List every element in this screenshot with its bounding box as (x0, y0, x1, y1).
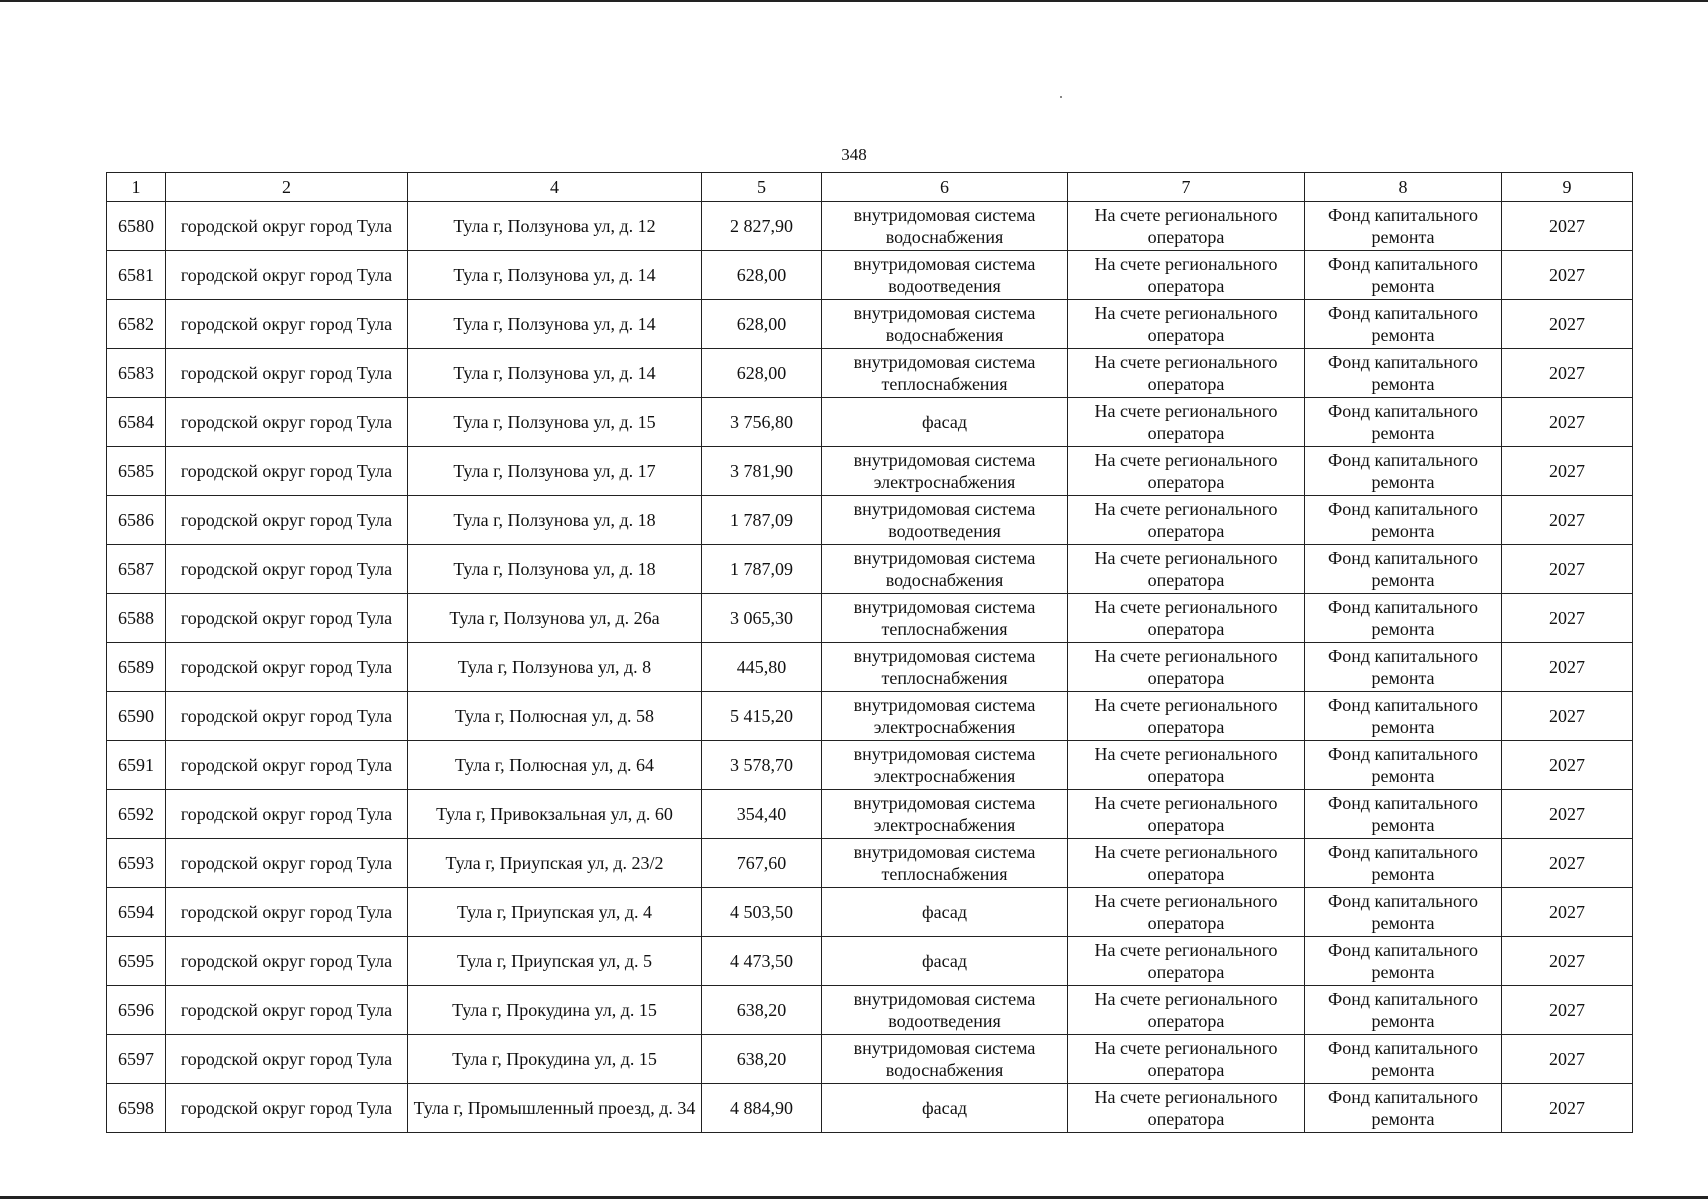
area-cell: 628,00 (702, 251, 822, 300)
district-cell: городской округ город Тула (166, 1035, 408, 1084)
address-cell: Тула г, Полюсная ул, д. 64 (408, 741, 702, 790)
row-number-cell: 6583 (107, 349, 166, 398)
fund-account-cell: На счете регионального оператора (1068, 790, 1305, 839)
district-cell: городской округ город Тула (166, 594, 408, 643)
fund-account-cell: На счете регионального оператора (1068, 447, 1305, 496)
year-cell: 2027 (1502, 888, 1633, 937)
address-cell: Тула г, Ползунова ул, д. 14 (408, 349, 702, 398)
funding-source-cell: Фонд капитального ремонта (1305, 888, 1502, 937)
district-cell: городской округ город Тула (166, 398, 408, 447)
table-row (107, 643, 1633, 692)
address-cell: Тула г, Ползунова ул, д. 18 (408, 545, 702, 594)
address-cell: Тула г, Ползунова ул, д. 8 (408, 643, 702, 692)
fund-account-cell: На счете регионального оператора (1068, 643, 1305, 692)
table-row (107, 300, 1633, 349)
row-number-cell: 6593 (107, 839, 166, 888)
structural-element-cell: фасад (822, 1084, 1068, 1133)
district-cell: городской округ город Тула (166, 986, 408, 1035)
row-number-cell: 6581 (107, 251, 166, 300)
area-cell: 628,00 (702, 349, 822, 398)
year-cell: 2027 (1502, 692, 1633, 741)
page-bottom-edge (0, 1196, 1708, 1199)
row-number-cell: 6587 (107, 545, 166, 594)
column-header: 5 (702, 173, 822, 202)
row-number-cell: 6592 (107, 790, 166, 839)
structural-element-cell: внутридомовая система водоснабжения (822, 202, 1068, 251)
table-row (107, 986, 1633, 1035)
table-row (107, 202, 1633, 251)
funding-source-cell: Фонд капитального ремонта (1305, 937, 1502, 986)
fund-account-cell: На счете регионального оператора (1068, 349, 1305, 398)
address-cell: Тула г, Полюсная ул, д. 58 (408, 692, 702, 741)
funding-source-cell: Фонд капитального ремонта (1305, 545, 1502, 594)
column-header: 2 (166, 173, 408, 202)
table-row (107, 937, 1633, 986)
year-cell: 2027 (1502, 349, 1633, 398)
table-row (107, 888, 1633, 937)
district-cell: городской округ город Тула (166, 1084, 408, 1133)
column-header: 8 (1305, 173, 1502, 202)
structural-element-cell: фасад (822, 888, 1068, 937)
year-cell: 2027 (1502, 741, 1633, 790)
area-cell: 3 065,30 (702, 594, 822, 643)
address-cell: Тула г, Ползунова ул, д. 15 (408, 398, 702, 447)
table-row (107, 447, 1633, 496)
address-cell: Тула г, Приупская ул, д. 4 (408, 888, 702, 937)
row-number-cell: 6588 (107, 594, 166, 643)
year-cell: 2027 (1502, 202, 1633, 251)
row-number-cell: 6591 (107, 741, 166, 790)
area-cell: 2 827,90 (702, 202, 822, 251)
year-cell: 2027 (1502, 839, 1633, 888)
column-header: 1 (107, 173, 166, 202)
fund-account-cell: На счете регионального оператора (1068, 839, 1305, 888)
address-cell: Тула г, Промышленный проезд, д. 34 (408, 1084, 702, 1133)
row-number-cell: 6580 (107, 202, 166, 251)
table-row (107, 251, 1633, 300)
capital-repair-table (106, 172, 1633, 1133)
column-number-header-row (107, 173, 1633, 202)
structural-element-cell: внутридомовая система водоснабжения (822, 545, 1068, 594)
address-cell: Тула г, Ползунова ул, д. 12 (408, 202, 702, 251)
fund-account-cell: На счете регионального оператора (1068, 202, 1305, 251)
fund-account-cell: На счете регионального оператора (1068, 1035, 1305, 1084)
address-cell: Тула г, Прокудина ул, д. 15 (408, 1035, 702, 1084)
row-number-cell: 6597 (107, 1035, 166, 1084)
area-cell: 3 756,80 (702, 398, 822, 447)
structural-element-cell: внутридомовая система теплоснабжения (822, 839, 1068, 888)
area-cell: 4 884,90 (702, 1084, 822, 1133)
district-cell: городской округ город Тула (166, 545, 408, 594)
address-cell: Тула г, Ползунова ул, д. 14 (408, 251, 702, 300)
table-row (107, 496, 1633, 545)
district-cell: городской округ город Тула (166, 251, 408, 300)
structural-element-cell: внутридомовая система электроснабжения (822, 741, 1068, 790)
funding-source-cell: Фонд капитального ремонта (1305, 1084, 1502, 1133)
district-cell: городской округ город Тула (166, 643, 408, 692)
row-number-cell: 6585 (107, 447, 166, 496)
table-body (107, 202, 1633, 1133)
address-cell: Тула г, Приупская ул, д. 23/2 (408, 839, 702, 888)
area-cell: 4 473,50 (702, 937, 822, 986)
fund-account-cell: На счете регионального оператора (1068, 251, 1305, 300)
table-row (107, 594, 1633, 643)
district-cell: городской округ город Тула (166, 888, 408, 937)
year-cell: 2027 (1502, 986, 1633, 1035)
row-number-cell: 6582 (107, 300, 166, 349)
district-cell: городской округ город Тула (166, 839, 408, 888)
district-cell: городской округ город Тула (166, 937, 408, 986)
funding-source-cell: Фонд капитального ремонта (1305, 251, 1502, 300)
year-cell: 2027 (1502, 398, 1633, 447)
funding-source-cell: Фонд капитального ремонта (1305, 447, 1502, 496)
area-cell: 354,40 (702, 790, 822, 839)
year-cell: 2027 (1502, 300, 1633, 349)
year-cell: 2027 (1502, 790, 1633, 839)
funding-source-cell: Фонд капитального ремонта (1305, 398, 1502, 447)
fund-account-cell: На счете регионального оператора (1068, 741, 1305, 790)
area-cell: 1 787,09 (702, 496, 822, 545)
district-cell: городской округ город Тула (166, 692, 408, 741)
funding-source-cell: Фонд капитального ремонта (1305, 202, 1502, 251)
structural-element-cell: внутридомовая система теплоснабжения (822, 349, 1068, 398)
funding-source-cell: Фонд капитального ремонта (1305, 790, 1502, 839)
column-header: 6 (822, 173, 1068, 202)
structural-element-cell: внутридомовая система водоотведения (822, 496, 1068, 545)
fund-account-cell: На счете регионального оператора (1068, 300, 1305, 349)
row-number-cell: 6596 (107, 986, 166, 1035)
row-number-cell: 6586 (107, 496, 166, 545)
fund-account-cell: На счете регионального оператора (1068, 692, 1305, 741)
funding-source-cell: Фонд капитального ремонта (1305, 349, 1502, 398)
district-cell: городской округ город Тула (166, 349, 408, 398)
area-cell: 767,60 (702, 839, 822, 888)
year-cell: 2027 (1502, 496, 1633, 545)
address-cell: Тула г, Привокзальная ул, д. 60 (408, 790, 702, 839)
table-row (107, 1035, 1633, 1084)
year-cell: 2027 (1502, 643, 1633, 692)
funding-source-cell: Фонд капитального ремонта (1305, 839, 1502, 888)
address-cell: Тула г, Прокудина ул, д. 15 (408, 986, 702, 1035)
column-header: 9 (1502, 173, 1633, 202)
address-cell: Тула г, Ползунова ул, д. 18 (408, 496, 702, 545)
year-cell: 2027 (1502, 1035, 1633, 1084)
funding-source-cell: Фонд капитального ремонта (1305, 1035, 1502, 1084)
area-cell: 3 781,90 (702, 447, 822, 496)
area-cell: 1 787,09 (702, 545, 822, 594)
funding-source-cell: Фонд капитального ремонта (1305, 692, 1502, 741)
fund-account-cell: На счете регионального оператора (1068, 986, 1305, 1035)
page-top-edge (0, 0, 1708, 2)
row-number-cell: 6589 (107, 643, 166, 692)
address-cell: Тула г, Ползунова ул, д. 17 (408, 447, 702, 496)
funding-source-cell: Фонд капитального ремонта (1305, 986, 1502, 1035)
funding-source-cell: Фонд капитального ремонта (1305, 496, 1502, 545)
structural-element-cell: фасад (822, 937, 1068, 986)
funding-source-cell: Фонд капитального ремонта (1305, 594, 1502, 643)
year-cell: 2027 (1502, 545, 1633, 594)
address-cell: Тула г, Приупская ул, д. 5 (408, 937, 702, 986)
structural-element-cell: внутридомовая система водоотведения (822, 986, 1068, 1035)
year-cell: 2027 (1502, 1084, 1633, 1133)
fund-account-cell: На счете регионального оператора (1068, 594, 1305, 643)
district-cell: городской округ город Тула (166, 300, 408, 349)
table-row (107, 398, 1633, 447)
district-cell: городской округ город Тула (166, 496, 408, 545)
row-number-cell: 6584 (107, 398, 166, 447)
year-cell: 2027 (1502, 594, 1633, 643)
area-cell: 628,00 (702, 300, 822, 349)
funding-source-cell: Фонд капитального ремонта (1305, 300, 1502, 349)
year-cell: 2027 (1502, 447, 1633, 496)
area-cell: 3 578,70 (702, 741, 822, 790)
area-cell: 445,80 (702, 643, 822, 692)
area-cell: 4 503,50 (702, 888, 822, 937)
year-cell: 2027 (1502, 937, 1633, 986)
table-row (107, 1084, 1633, 1133)
fund-account-cell: На счете регионального оператора (1068, 496, 1305, 545)
address-cell: Тула г, Ползунова ул, д. 26а (408, 594, 702, 643)
row-number-cell: 6595 (107, 937, 166, 986)
column-header: 4 (408, 173, 702, 202)
structural-element-cell: внутридомовая система электроснабжения (822, 692, 1068, 741)
fund-account-cell: На счете регионального оператора (1068, 1084, 1305, 1133)
scan-speck (1060, 96, 1062, 98)
page-number: 348 (841, 145, 867, 164)
structural-element-cell: внутридомовая система электроснабжения (822, 790, 1068, 839)
structural-element-cell: внутридомовая система водоотведения (822, 251, 1068, 300)
structural-element-cell: внутридомовая система водоснабжения (822, 1035, 1068, 1084)
table-row (107, 839, 1633, 888)
table-row (107, 545, 1633, 594)
area-cell: 638,20 (702, 986, 822, 1035)
row-number-cell: 6590 (107, 692, 166, 741)
fund-account-cell: На счете регионального оператора (1068, 888, 1305, 937)
structural-element-cell: внутридомовая система водоснабжения (822, 300, 1068, 349)
table-row (107, 790, 1633, 839)
structural-element-cell: внутридомовая система теплоснабжения (822, 594, 1068, 643)
funding-source-cell: Фонд капитального ремонта (1305, 741, 1502, 790)
district-cell: городской округ город Тула (166, 790, 408, 839)
table-row (107, 692, 1633, 741)
district-cell: городской округ город Тула (166, 741, 408, 790)
table-row (107, 349, 1633, 398)
area-cell: 638,20 (702, 1035, 822, 1084)
row-number-cell: 6598 (107, 1084, 166, 1133)
funding-source-cell: Фонд капитального ремонта (1305, 643, 1502, 692)
year-cell: 2027 (1502, 251, 1633, 300)
district-cell: городской округ город Тула (166, 447, 408, 496)
row-number-cell: 6594 (107, 888, 166, 937)
fund-account-cell: На счете регионального оператора (1068, 545, 1305, 594)
fund-account-cell: На счете регионального оператора (1068, 398, 1305, 447)
structural-element-cell: внутридомовая система теплоснабжения (822, 643, 1068, 692)
district-cell: городской округ город Тула (166, 202, 408, 251)
structural-element-cell: внутридомовая система электроснабжения (822, 447, 1068, 496)
area-cell: 5 415,20 (702, 692, 822, 741)
table-row (107, 741, 1633, 790)
fund-account-cell: На счете регионального оператора (1068, 937, 1305, 986)
address-cell: Тула г, Ползунова ул, д. 14 (408, 300, 702, 349)
column-header: 7 (1068, 173, 1305, 202)
structural-element-cell: фасад (822, 398, 1068, 447)
